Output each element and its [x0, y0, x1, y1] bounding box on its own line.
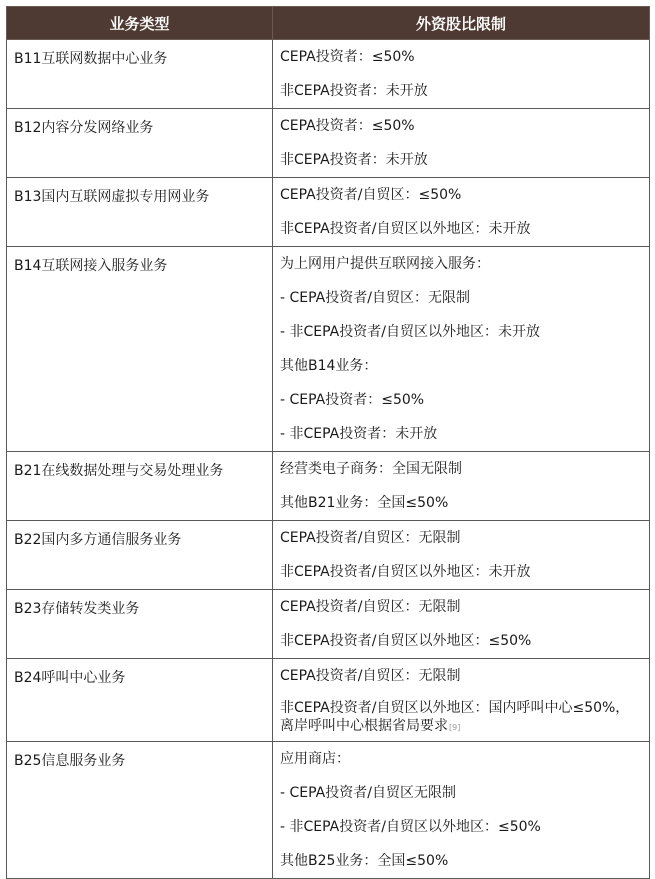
limit-line: - CEPA投资者/自贸区：无限制: [280, 290, 470, 306]
limit-line-wrapped: [273, 693, 649, 741]
category-cell: B22国内多方通信服务业务: [7, 521, 273, 590]
limit-cell: [273, 247, 650, 452]
category-cell: B24呼叫中心业务: [7, 659, 273, 742]
limit-cell: [273, 521, 650, 590]
table-row: [7, 109, 650, 178]
limit-line: 非CEPA投资者：未开放: [280, 152, 428, 168]
foreign-ownership-table: [6, 6, 650, 879]
limit-line: 非CEPA投资者/自贸区以外地区：未开放: [280, 221, 531, 237]
limit-line: CEPA投资者/自贸区：无限制: [280, 668, 461, 684]
limit-line: - 非CEPA投资者/自贸区以外地区：≤50%: [280, 819, 541, 835]
limit-line: CEPA投资者：≤50%: [280, 118, 415, 134]
limit-line: 非CEPA投资者/自贸区以外地区：未开放: [280, 564, 531, 580]
limit-line: CEPA投资者/自贸区：无限制: [280, 599, 461, 615]
table-row: [7, 247, 650, 452]
limit-line: CEPA投资者/自贸区：≤50%: [280, 187, 462, 203]
header-ownership-limit: 外资股比限制: [273, 7, 650, 40]
limit-line: - CEPA投资者：≤50%: [280, 392, 425, 408]
table-row: [7, 590, 650, 659]
limit-line: 应用商店：: [280, 751, 350, 767]
table-row: [7, 659, 650, 742]
limit-line: CEPA投资者/自贸区：无限制: [280, 530, 461, 546]
limit-line: 非CEPA投资者：未开放: [280, 83, 428, 99]
limit-line: 其他B21业务：全国≤50%: [280, 495, 449, 511]
limit-line: 其他B14业务：: [280, 358, 378, 374]
category-cell: B21在线数据处理与交易处理业务: [7, 452, 273, 521]
limit-line: - 非CEPA投资者/自贸区以外地区：未开放: [280, 324, 540, 340]
limit-cell: [273, 109, 650, 178]
limit-line: CEPA投资者：≤50%: [280, 49, 415, 65]
limit-cell: [273, 452, 650, 521]
category-cell: B13国内互联网虚拟专用网业务: [7, 178, 273, 247]
limit-line: - CEPA投资者/自贸区无限制: [280, 785, 456, 801]
category-cell: B12内容分发网络业务: [7, 109, 273, 178]
limit-line: 为上网用户提供互联网接入服务：: [280, 256, 490, 272]
footnote-reference[interactable]: [9]: [449, 723, 461, 732]
limit-cell: [273, 590, 650, 659]
table-row: [7, 742, 650, 879]
table-row: [7, 178, 650, 247]
limit-cell: [273, 659, 650, 742]
limit-cell: [273, 742, 650, 879]
limit-cell: [273, 178, 650, 247]
category-cell: B14互联网接入服务业务: [7, 247, 273, 452]
limit-line: 非CEPA投资者/自贸区以外地区：≤50%: [280, 633, 532, 649]
category-cell: B23存储转发类业务: [7, 590, 273, 659]
table-row: [7, 452, 650, 521]
limit-line: 其他B25业务：全国≤50%: [280, 853, 449, 869]
category-cell: B11互联网数据中心业务: [7, 40, 273, 109]
category-cell: B25信息服务业务: [7, 742, 273, 879]
limit-text: 非CEPA投资者/自贸区以外地区：国内呼叫中心≤50%，离岸呼叫中心根据省局要求: [280, 700, 630, 734]
table-header-row: [7, 7, 650, 40]
table-row: [7, 521, 650, 590]
limit-line: 经营类电子商务：全国无限制: [280, 461, 462, 477]
limit-cell: [273, 40, 650, 109]
limit-line: - 非CEPA投资者：未开放: [280, 426, 438, 442]
header-business-type: 业务类型: [7, 7, 273, 40]
table-row: [7, 40, 650, 109]
